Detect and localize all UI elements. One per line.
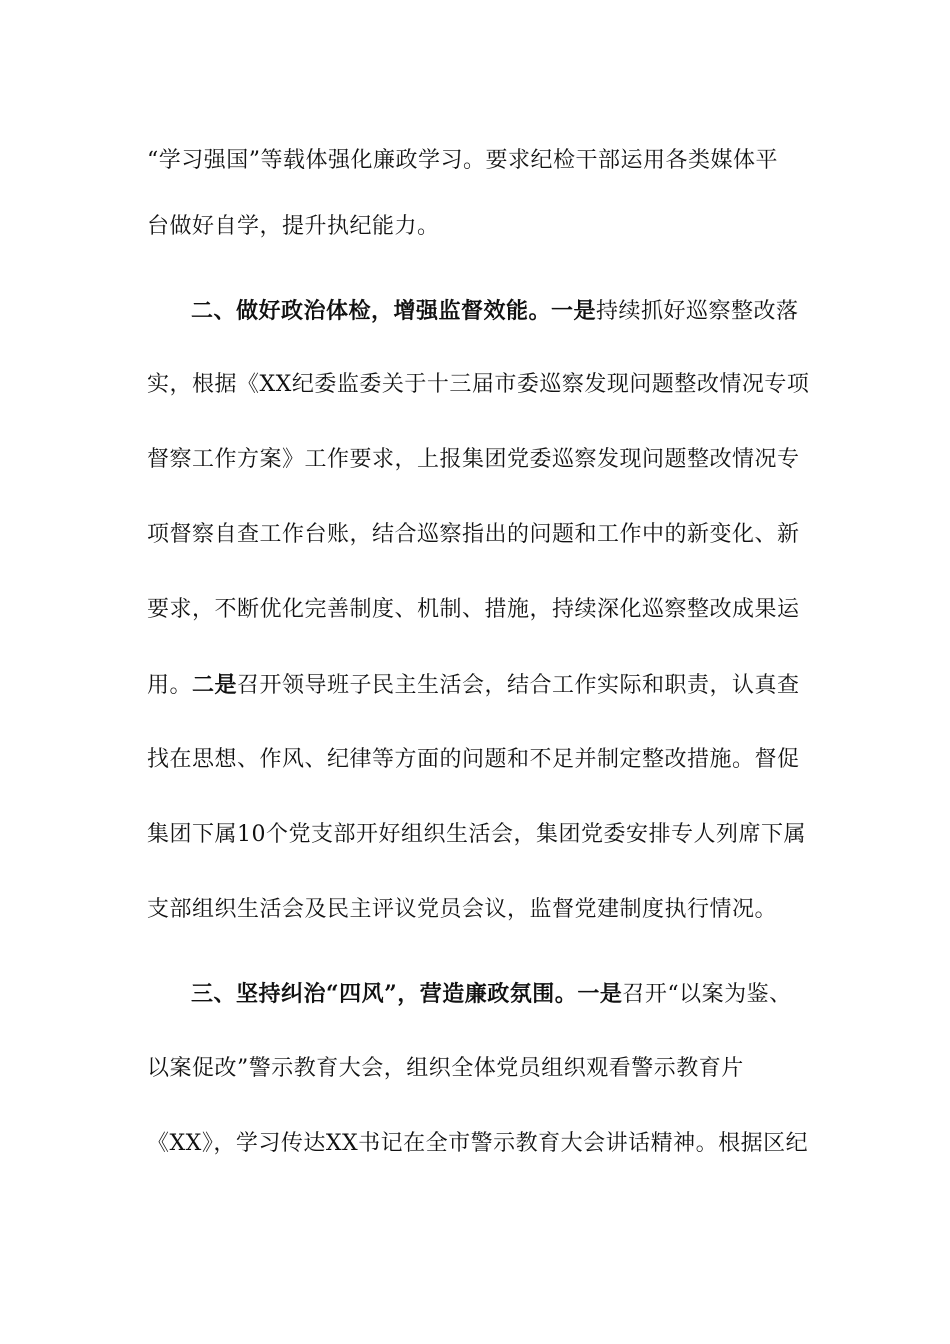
section-2-first-line (191, 296, 807, 327)
paragraph-line: 支部组织生活会及民主评议党员会议，监督党建制度执行情况。 (147, 897, 778, 922)
section-2-heading: 二、做好政治体检，增强监督效能。 (191, 298, 552, 324)
paragraph-line: 项督察自查工作台账，结合巡察指出的问题和工作中的新变化、新 (147, 522, 800, 547)
section-3-line1-text: 召开“以案为鉴、 (622, 982, 792, 1007)
paragraph-line: 督察工作方案》工作要求，上报集团党委巡察发现问题整改情况专 (147, 447, 800, 472)
paragraph-line: 集团下属10个党支部开好组织生活会，集团党委安排专人列席下属 (147, 822, 806, 847)
paragraph-line: 要求，不断优化完善制度、机制、措施，持续深化巡察整改成果运 (147, 597, 800, 622)
paragraph-line: 以案促改”警示教育大会，组织全体党员组织观看警示教育片 (147, 1056, 744, 1081)
paragraph-line: “学习强国”等载体强化廉政学习。要求纪检干部运用各类媒体平 (147, 148, 778, 173)
section-2-marker-1: 一是 (551, 298, 597, 324)
paragraph-line-with-marker (147, 670, 807, 701)
paragraph-line: 《XX》，学习传达XX书记在全市警示教育大会讲话精神。根据区纪 (147, 1131, 809, 1156)
section-3-first-line (191, 979, 807, 1010)
paragraph-line: 找在思想、作风、纪律等方面的问题和不足并制定整改措施。督促 (147, 747, 800, 772)
section-2-marker-2: 二是 (192, 672, 238, 698)
paragraph-line: 台做好自学，提升执纪能力。 (147, 214, 440, 239)
section-2-line6-text: 召开领导班子民主生活会，结合工作实际和职责，认真查 (237, 673, 800, 698)
section-2-line6-start: 用。 (147, 673, 193, 698)
section-2-line1-text: 持续抓好巡察整改落 (596, 299, 799, 324)
paragraph-line: 实，根据《XX纪委监委关于十三届市委巡察发现问题整改情况专项 (147, 372, 810, 397)
section-3-marker-1: 一是 (577, 981, 623, 1007)
section-3-heading: 三、坚持纠治“四风”，营造廉政氛围。 (191, 981, 578, 1007)
